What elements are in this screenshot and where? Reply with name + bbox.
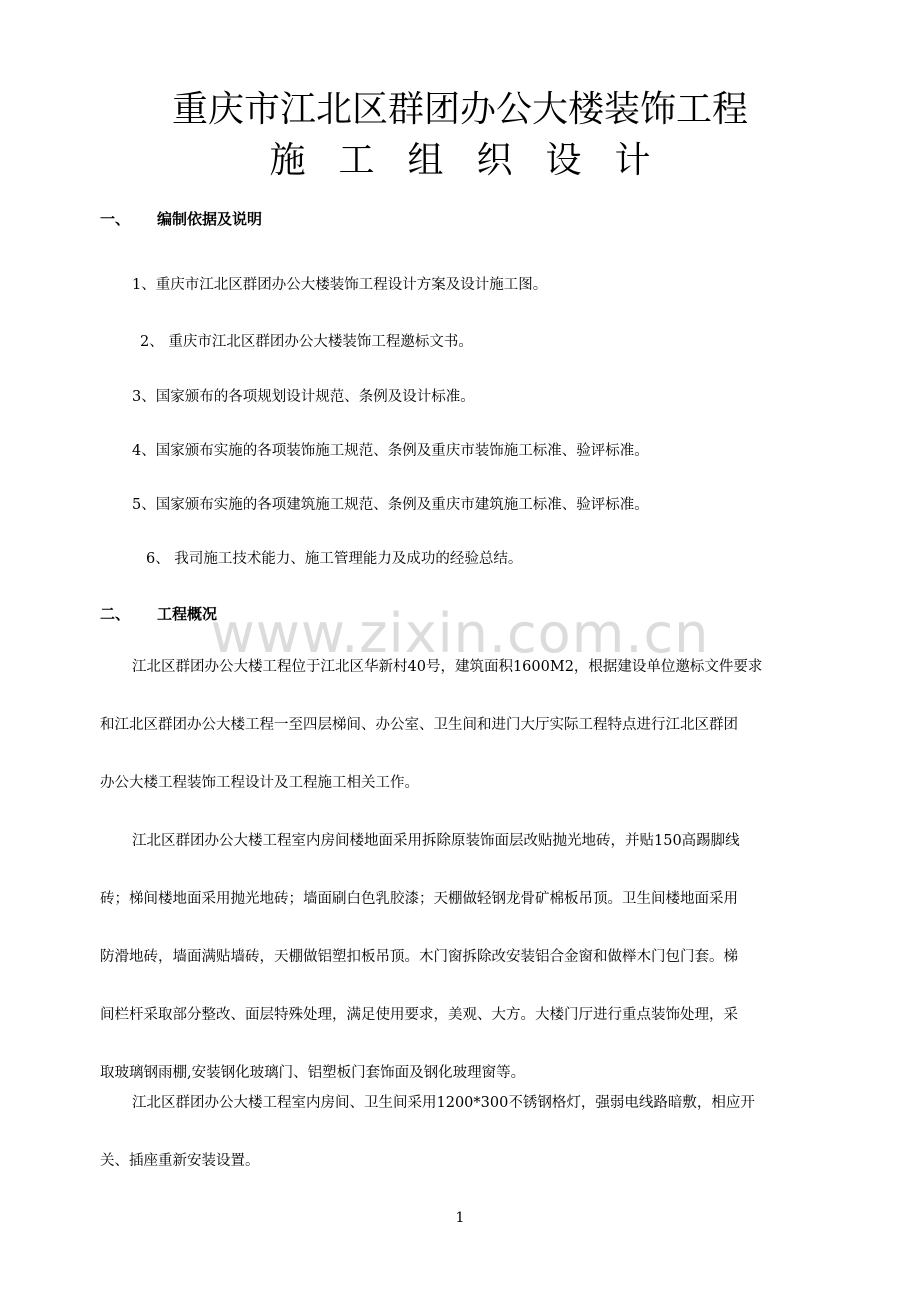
- list-item: 3、国家颁布的各项规划设计规范、条例及设计标准。: [132, 389, 475, 405]
- paragraph-3: [100, 1074, 820, 1190]
- paragraph-2: [100, 812, 820, 1102]
- paragraph-line: 防滑地砖，墙面满贴墙砖，天棚做铝塑扣板吊顶。木门窗拆除改安装铝合金窗和做榉木门包门套。梯: [100, 949, 738, 965]
- section-title: 编制依据及说明: [157, 210, 263, 228]
- section-title: 工程概况: [157, 605, 218, 623]
- paragraph-1: [100, 638, 820, 812]
- list-item: 2、 重庆市江北区群团办公大楼装饰工程邀标文书。: [140, 334, 473, 350]
- paragraph-line: 江北区群团办公大楼工程室内房间楼地面采用拆除原装饰面层改贴抛光地砖，并贴150高踢脚线: [132, 833, 740, 849]
- paragraph-line: 江北区群团办公大楼工程位于江北区华新村40号，建筑面积1600M2，根据建设单位邀标文件要求: [132, 659, 763, 675]
- paragraph-line: 江北区群团办公大楼工程室内房间、卫生间采用1200*300不锈钢格灯，强弱电线路暗敷，相应开: [132, 1095, 755, 1111]
- section-heading-2: [100, 603, 217, 625]
- section-number: 二、: [100, 605, 131, 623]
- list-item: 1、重庆市江北区群团办公大楼装饰工程设计方案及设计施工图。: [132, 277, 548, 293]
- document-title: 重庆市江北区群团办公大楼装饰工程: [171, 89, 748, 130]
- section-heading-1: [100, 208, 262, 230]
- list-item: 5、国家颁布实施的各项建筑施工规范、条例及重庆市建筑施工标准、验评标准。: [132, 497, 649, 513]
- page-number: 1: [455, 1210, 465, 1226]
- paragraph-line: 办公大楼工程装饰工程设计及工程施工相关工作。: [100, 775, 419, 791]
- document-subtitle: 施工组织设计: [269, 140, 684, 181]
- list-item: 6、 我司施工技术能力、施工管理能力及成功的经验总结。: [146, 551, 523, 567]
- section-number: 一、: [100, 210, 131, 228]
- paragraph-line: 间栏杆采取部分整改、面层特殊处理，满足使用要求，美观、大方。大楼门厅进行重点装饰处理，采: [100, 1007, 738, 1023]
- list-item: 4、国家颁布实施的各项装饰施工规范、条例及重庆市装饰施工标准、验评标准。: [132, 443, 649, 459]
- paragraph-line: 和江北区群团办公大楼工程一至四层梯间、办公室、卫生间和进门大厅实际工程特点进行江北区群团: [100, 717, 738, 733]
- paragraph-line: 砖；梯间楼地面采用抛光地砖；墙面刷白色乳胶漆；天棚做轻钢龙骨矿棉板吊顶。卫生间楼地面采用: [100, 891, 738, 907]
- watermark: www.zixin.com.cn: [210, 602, 710, 665]
- paragraph-line: 取玻璃钢雨棚,安装钢化玻璃门、铝塑板门套饰面及钢化玻理窗等。: [100, 1065, 526, 1081]
- paragraph-line: 关、插座重新安装设置。: [100, 1153, 260, 1169]
